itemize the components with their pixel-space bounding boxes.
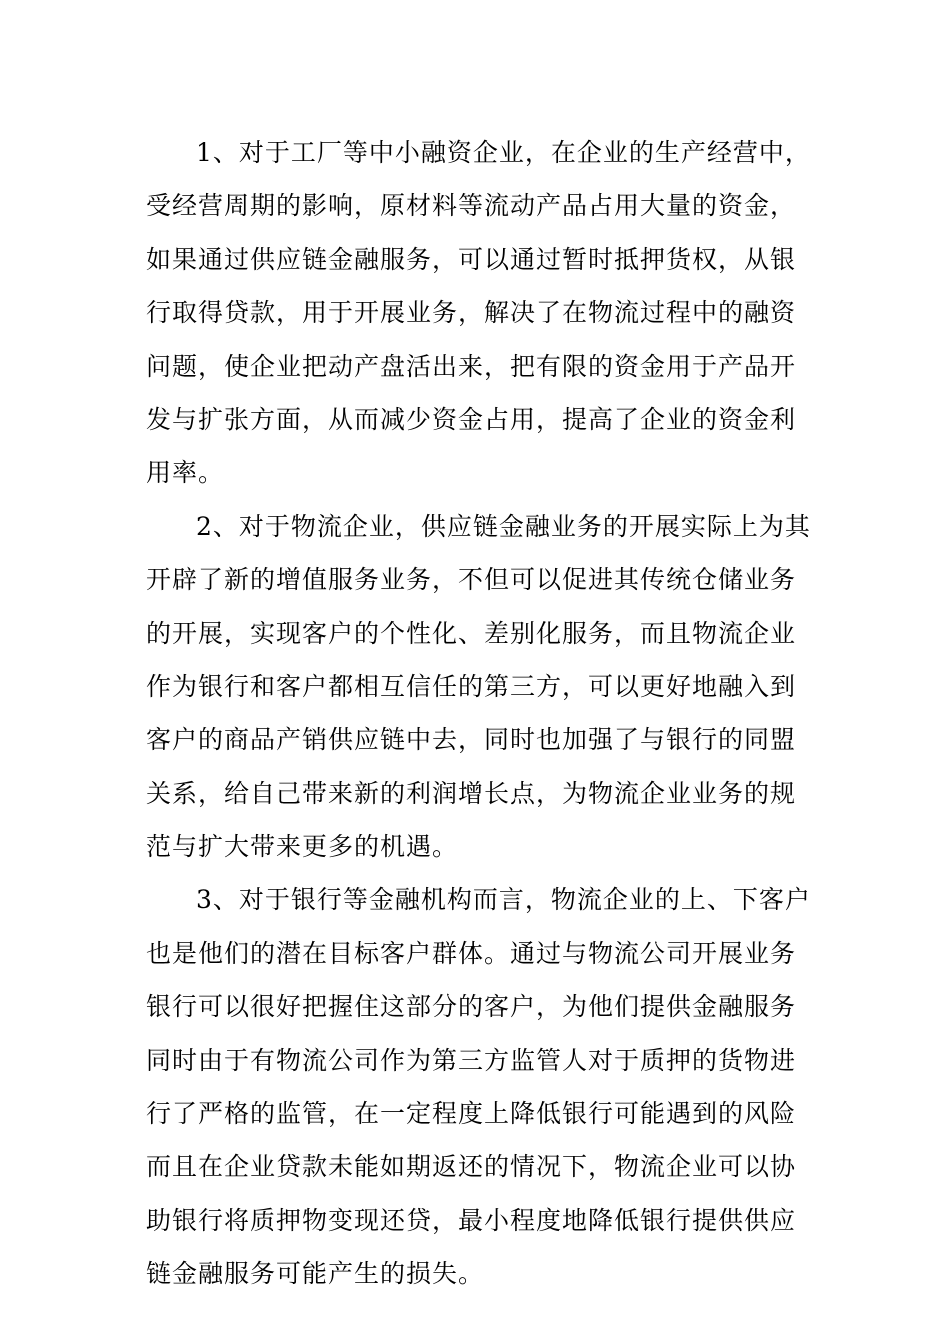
paragraph-banks [146,873,811,1300]
text-line: 范与扩大带来更多的机遇。 [146,832,459,862]
text-line: 行了严格的监管，在一定程度上降低银行可能遇到的风险 [146,1099,797,1129]
text-line: 如果通过供应链金融服务，可以通过暂时抵押货权，从银 [146,244,797,274]
paragraph-factory-smes [146,126,811,500]
text-line: 银行可以很好把握住这部分的客户，为他们提供金融服务 [146,992,797,1022]
text-line: 问题，使企业把动产盘活出来，把有限的资金用于产品开 [146,351,797,381]
text-line: 也是他们的潜在目标客户群体。通过与物流公司开展业务 [146,938,797,968]
text-line: 助银行将质押物变现还贷，最小程度地降低银行提供供应 [146,1205,797,1235]
text-line: 用率。 [146,458,225,488]
text-line: 发与扩张方面，从而减少资金占用，提高了企业的资金利 [146,404,797,434]
text-line: 3、对于银行等金融机构而言，物流企业的上、下客户 [196,885,811,915]
text-line: 关系，给自己带来新的利润增长点，为物流企业业务的规 [146,778,797,808]
text-line: 作为银行和客户都相互信任的第三方，可以更好地融入到 [146,671,797,701]
text-line: 同时由于有物流公司作为第三方监管人对于质押的货物进 [146,1045,797,1075]
text-line: 的开展，实现客户的个性化、差别化服务，而且物流企业 [146,618,797,648]
document-body [146,126,811,1301]
text-line: 受经营周期的影响，原材料等流动产品占用大量的资金， [146,191,797,221]
text-line: 2、对于物流企业，供应链金融业务的开展实际上为其 [196,511,811,541]
text-line: 行取得贷款，用于开展业务，解决了在物流过程中的融资 [146,298,797,328]
text-line: 开辟了新的增值服务业务，不但可以促进其传统仓储业务 [146,565,797,595]
text-line: 而且在企业贷款未能如期返还的情况下，物流企业可以协 [146,1152,797,1182]
text-line: 1、对于工厂等中小融资企业，在企业的生产经营中， [196,138,811,167]
paragraph-logistics-enterprises [146,500,811,874]
text-line: 链金融服务可能产生的损失。 [146,1259,485,1289]
text-line: 客户的商品产销供应链中去，同时也加强了与银行的同盟 [146,725,797,755]
